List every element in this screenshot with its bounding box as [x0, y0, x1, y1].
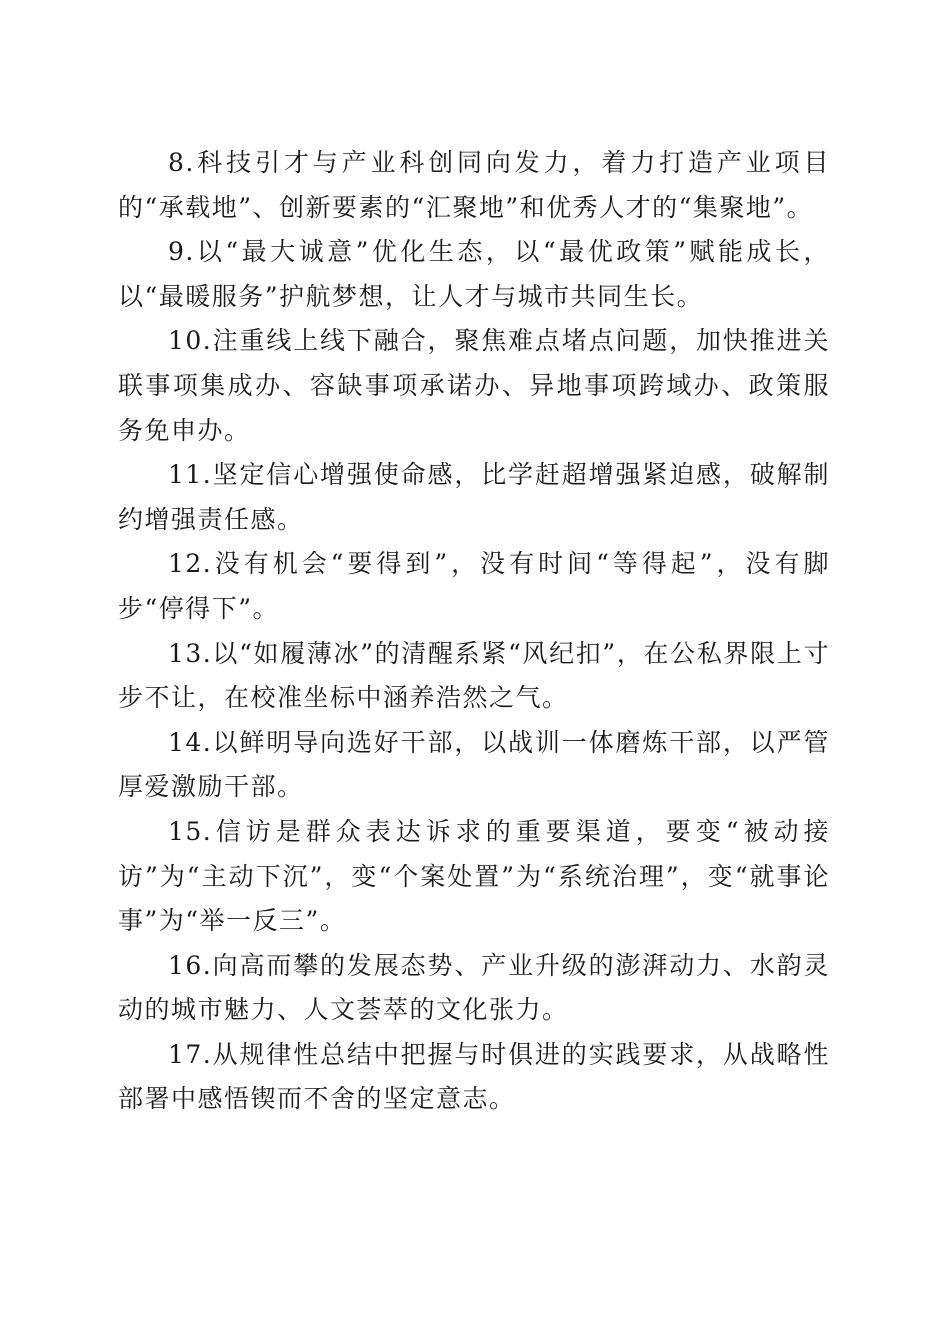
paragraph-15: 15.信访是群众表达诉求的重要渠道，要变“被动接访”为“主动下沉”，变“个案处置”为“系统治理”，变“就事论事”为“举一反三”。	[118, 816, 830, 936]
paragraph-13: 13.以“如履薄冰”的清醒系紧“风纪扣”，在公私界限上寸步不让，在校准坐标中涵养浩然之气。	[118, 638, 830, 713]
paragraph-17: 17.从规律性总结中把握与时俱进的实践要求，从战略性部署中感悟锲而不舍的坚定意志。	[118, 1039, 830, 1114]
paragraph-8: 8.科技引才与产业科创同向发力，着力打造产业项目的“承载地”、创新要素的“汇聚地”和优秀人才的“集聚地”。	[118, 148, 830, 222]
paragraph-10: 10.注重线上线下融合，聚焦难点堵点问题，加快推进关联事项集成办、容缺事项承诺办、异地事项跨域办、政策服务免申办。	[118, 326, 830, 445]
paragraph-11: 11.坚定信心增强使命感，比学赶超增强紧迫感，破解制约增强责任感。	[118, 460, 830, 534]
document-page	[118, 141, 830, 1122]
paragraph-12: 12.没有机会“要得到”，没有时间“等得起”，没有脚步“停得下”。	[118, 549, 830, 623]
paragraph-9: 9.以“最大诚意”优化生态，以“最优政策”赋能成长，以“最暖服务”护航梦想，让人才与城市共同生长。	[118, 237, 830, 311]
paragraph-14: 14.以鲜明导向选好干部，以战训一体磨炼干部，以严管厚爱激励干部。	[118, 727, 830, 802]
paragraph-16: 16.向高而攀的发展态势、产业升级的澎湃动力、水韵灵动的城市魅力、人文荟萃的文化张力。	[118, 950, 830, 1025]
